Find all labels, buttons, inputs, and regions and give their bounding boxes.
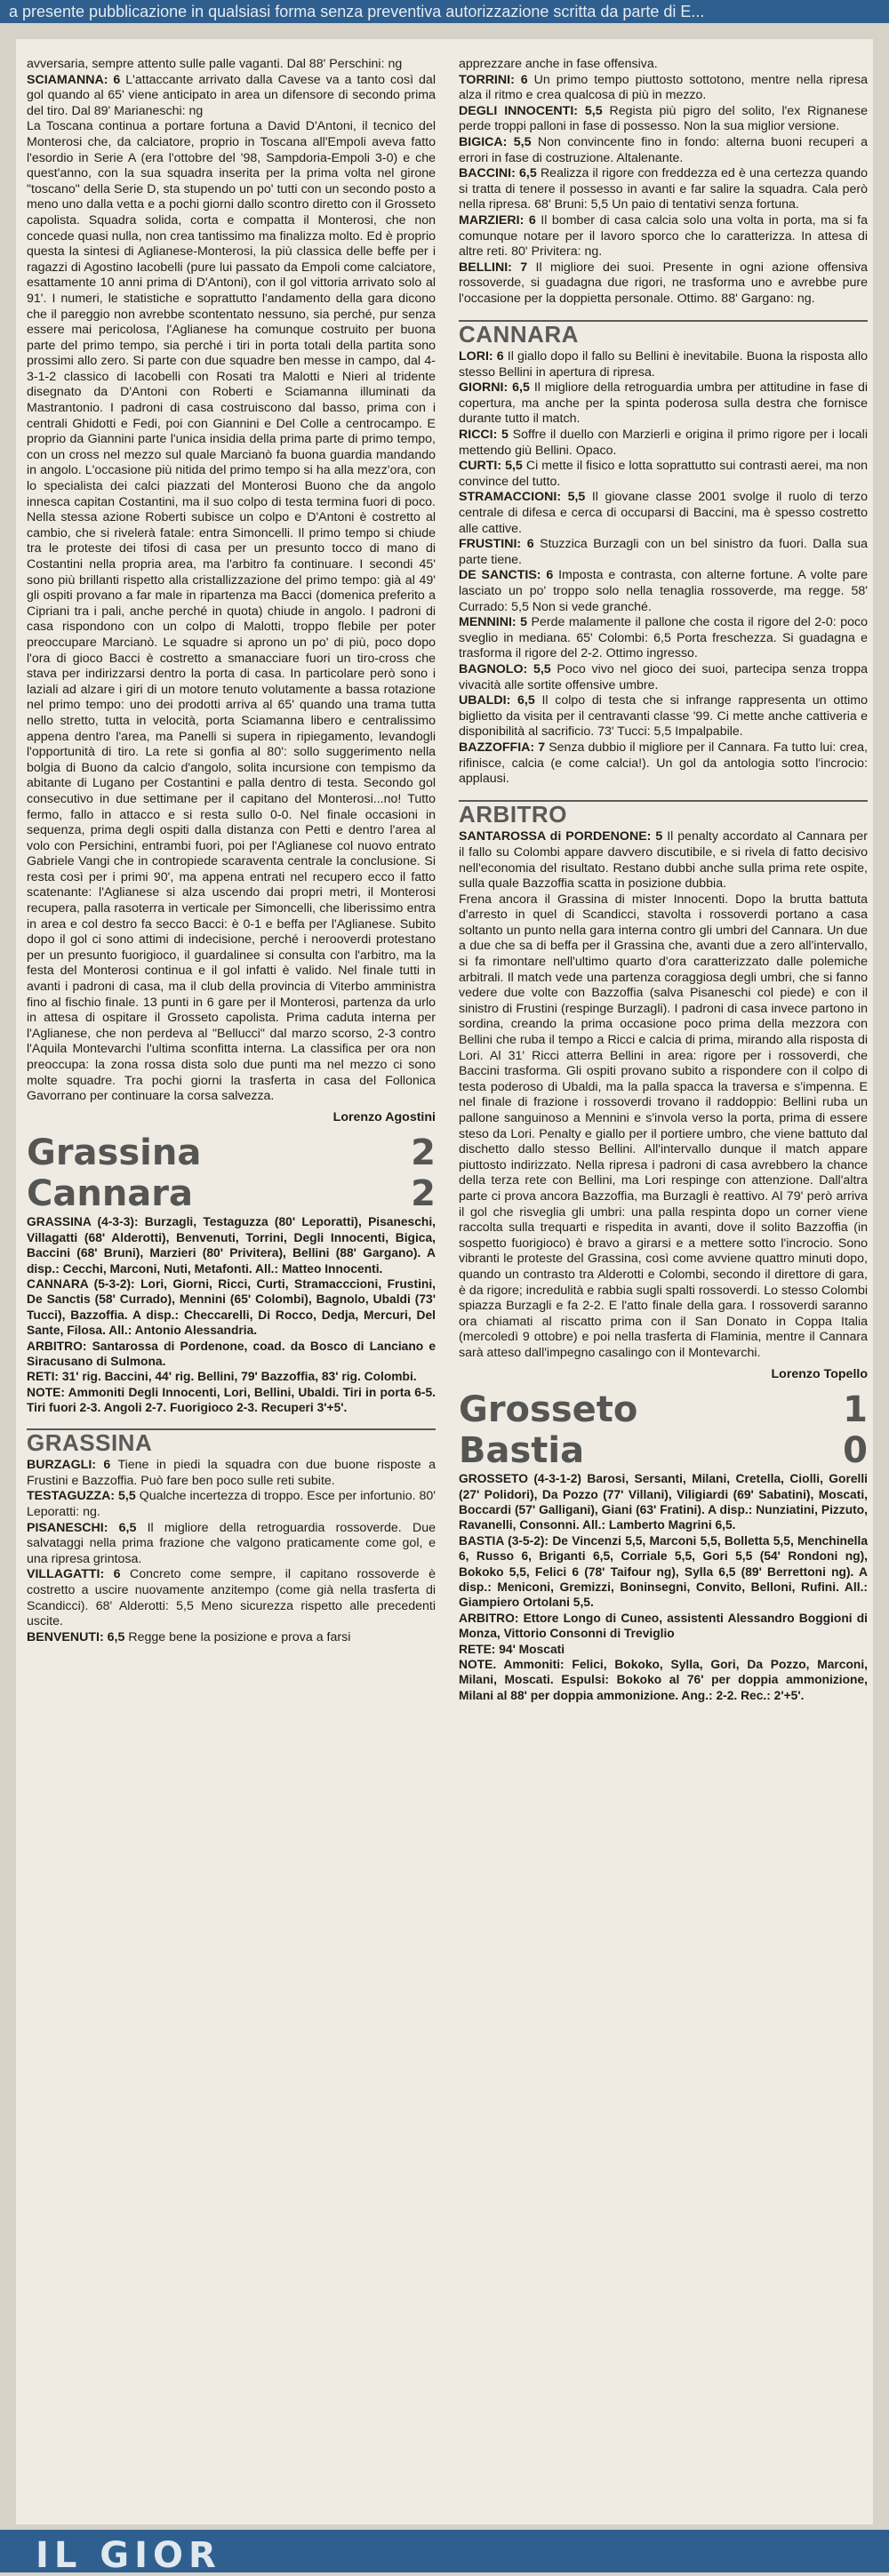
score-line-home [27,1132,436,1173]
player-comment: Senza dubbio il migliore per il Cannara. Fa tutto lui: crea, rifinisce, calcia (e come calcia!). Un gol da antologia sotto l'incrocio: applausi. [459,740,868,787]
player-name: MENNINI: 5 [459,615,528,630]
player-name: BENVENUTI: 6,5 [27,1629,125,1644]
player-comment: Perde malamente il pallone che costa il rigore del 2-0: poco sveglio in mediana. 65' Colombi: 6,5 Porta freschezza. Si guadagna e trasforma il rigore del 2-2. Ottimo ingresso. [459,615,868,661]
goals-line: RETI: 31' rig. Baccini, 44' rig. Bellini, 79' Bazzoffia, 83' rig. Colombi. [27,1370,417,1384]
score-home: 2 [411,1132,436,1174]
lineup-away: CANNARA (5-3-2): Lori, Giorni, Ricci, Curti, Stramacccioni, Frustini, De Sanctis (58' Currado), Mennini (65' Colombi), Bagnolo, Ubaldi (73' Tucci), Bazzoffia. A disp.: Checcarelli, Di Rocco, Dedja, Mercuri, Del Sante, Filosa. All.: Antonio Alessandria. [27,1277,436,1338]
team-home: Grassina [27,1132,202,1174]
player-comment: Il colpo di testa che si infrange rappresenta un ottimo biglietto da visita per il centravanti classe '99. Ci mette anche cattiveria e disponibilità al sacrificio. 73' Tucci: 5,5 Impalpabile. [459,693,868,740]
player-name: BURZAGLI: 6 [27,1458,111,1473]
score-away: 0 [843,1430,868,1472]
score-line-away [459,1430,868,1471]
right-p0: apprezzare anche in fase offensiva. [459,57,658,71]
player-comment: Ci mette il fisico e lotta soprattutto sui contrasti aerei, ma non convince del tutto. [459,459,868,489]
player-name: DE SANCTIS: 6 [459,568,554,583]
author-2: Lorenzo Topello [771,1366,868,1381]
right-column [459,57,868,1703]
lineup-home: GROSSETO (4-3-1-2) Barosi, Sersanti, Milani, Cretella, Ciolli, Gorelli (27' Polidori), Da Pozzo (77' Villani), Viligiardi (69' Sabatini), Moscati, Boccardi (57' Galligani), Giani (63' Fratini). A disp.: Nunziatini, Pizzuto, Ravanelli, Consonni. All.: Lamberto Magrini 6,5. [459,1472,868,1532]
score-away: 2 [411,1173,436,1215]
player-name: STRAMACCIONI: 5,5 [459,490,586,505]
lineup-home: GRASSINA (4-3-3): Burzagli, Testaguzza (80' Leporatti), Pisaneschi, Villagatti (68' Alderotti), Benvenuti, Torrini, Degli Innocenti, Bigica, Baccini (68' Bruni), Marzieri (80' Privitera), Bellini (88' Gargano). A disp.: Cecchi, Marconi, Nuti, Metafonti. All.: Matteo Innocenti. [27,1215,436,1276]
player-comment: Non convincente fino in fondo: alterna buoni recuperi a errori in fase di costruzione. Altalenante. [459,134,868,165]
player-comment: Soffre il duello con Marzierli e origina il primo rigore per i locali mettendo giù Bellini. Opaco. [459,428,868,458]
player-comment: Regista più pigro del solito, l'ex Rignanese perde troppi palloni in fase di possesso. Non la sua miglior versione. [459,103,868,134]
player-name: BAZZOFFIA: 7 [459,740,546,755]
referee-line: ARBITRO: Ettore Longo di Cuneo, assistenti Alessandro Boggioni di Monza, Vittorio Consonni di Treviglio [459,1611,868,1641]
referee-comment: Il penalty accordato al Cannara per il fallo su Colombi appare davvero discutibile, e si rivela di fatto decisivo nell'economia del risultato. Restano dubbi anche sulla prima rete ospite, sulla quale Bazzoffia scatta in posizione dubbia. [459,829,869,892]
player-name: CURTI: 5,5 [459,459,523,474]
player-name: BIGICA: 5,5 [459,134,532,149]
section-arbitro: ARBITRO [459,800,868,823]
player-comment: Concreto come sempre, il capitano rossoverde è costretto a uscire nuovamente anzitempo (come già nella trasferta di Scandicci). 68' Alderotti: 5,5 Meno sicurezza rispetto alle precedenti uscite. [27,1567,436,1629]
footer-bar [0,2530,889,2576]
team-away: Bastia [459,1430,585,1472]
notes-line: NOTE. Ammoniti: Felici, Bokoko, Sylla, Gori, Da Pozzo, Marconi, Milani, Moscati. Espulsi: Bokoko al 76' per doppia ammonizione, Milani al 88' per doppia ammonizione. Ang.: 2-2. Rec.: 2'+5'. [459,1657,868,1702]
player-name: LORI: 6 [459,349,504,364]
left-column [27,57,436,1645]
player-name: PISANESCHI: 6,5 [27,1520,137,1535]
player-name: SCIAMANNA: 6 [27,72,121,87]
player-comment: Il giallo dopo il fallo su Bellini è inevitabile. Buona la risposta allo stesso Bellini in apertura di ripresa. [459,349,868,380]
left-p1: avversaria, sempre attento sulle palle vaganti. Dal 88' Perschini: ng [27,57,403,71]
player-comment: Il migliore dei suoi. Presente in ogni azione offensiva rossoverde, si guadagna due rigori, ne trasforma uno e avrebbe pure l'occasione per la doppietta personale. Ottimo. 88' Gargano: ng. [459,260,868,306]
score-line-away [27,1173,436,1214]
newspaper-page [16,39,873,2524]
match-report-2: Frena ancora il Grassina di mister Innocenti. Dopo la brutta battuta d'arresto in quel di Scandicci, stavolta i rossoverdi portano a casa soltanto un punto nella gara interna contro gli umbri del Cannara. Un due a due che sa di beffa per il Grassina che, avanti due a zero all'intervallo, si fa rimontare nell'ultimo quarto d'ora caratterizzato dalle polemiche arbitrali. Il match vede una partenza coraggiosa degli umbri, che si fanno vedere due volte con Bazzoffia (salva Pisaneschi col piede) e con il sinistro di Frustini (respinge Burzagli). I padroni di casa invece partono in sordina, creando la prima occasione poco prima della mezzora con Bellini che ruba il tempo a Ricci e calcia di prima, mirando alla risposta di Lori. Al 31' Ricci atterra Bellini in area: rigore per i rossoverdi, che Baccini trasforma. Gli ospiti provano subito a rispondere con il colpo di testa poderoso di Ubaldi, ma la palla spacca la traversa e s'impenna. E nel finale di frazione i rossoverdi trovano il raddoppio: Bellini ruba un pallone sanguinoso a Mennini e s'invola verso la porta, prima di essere steso da Lori. Penalty e giallo per il portiere umbro, che viene battuto dal dischetto dallo stesso Bellini. All'intervallo dunque il match appare piuttosto indirizzato. Nella ripresa i padroni di casa avrebbero la chance della terza rete con Bellini, ma Lori respinge con attenzione. Dall'altra parte ci prova ancora Bazzoffia, ma Burzagli è reattivo. Al 79' però arriva il gol che risveglia gli umbri: una palla respinta dopo un corner viene raccolta sulla trequarti e rispedita in avanti, dove il solito Bazzoffia (in sospetto fuorigioco) è bravo a girarsi e a mettere sotto l'incrocio. Sono vibranti le proteste del Grassina, così come avviene quattro minuti dopo, quando un contrasto tra Alderotti e Colombi, secondo il direttore di gara, è da rigore; incredulità e rabbia sugli spalti rossoverdi. Lo stesso Colombi spiazza Burzagli e fa 2-2. E l'atto finale della gara. I rossoverdi saranno ora chiamati al riscatto prima con il San Donato in Coppa Italia (mercoledì 9 ottobre) e poi nella trasferta di Flaminia, mentre il Cannara sarà atteso dall'impegno casalingo con il Montevarchi. [459,892,868,1360]
player-name: BAGNOLO: 5,5 [459,661,551,676]
player-comment: Stuzzica Burzagli con un bel sinistro da fuori. Dalla sua parte tiene. [459,537,868,567]
player-comment: Tiene in piedi la squadra con due buone risposte a Frustini e Bazzoffia. Può fare ben poco sulle reti subite. [27,1458,436,1488]
player-comment: Qualche incertezza di troppo. Esce per infortunio. 80' Leporatti: ng. [27,1489,436,1520]
score-home: 1 [843,1389,868,1431]
footer-masthead: IL GIOR [36,2535,221,2576]
lineup-away: BASTIA (3-5-2): De Vincenzi 5,5, Marconi 5,5, Bolletta 5,5, Menchinella 6, Russo 6, Briganti 6,5, Corriale 5,5, Gori 5,5 (54' Rondoni ng), Bokoko 5,5, Felici 6 (78' Taifour ng), Sylla 6,5 (89' Berrettoni ng). A disp.: Meniconi, Gremizzi, Boninsegni, Convito, Belloni, Rufini. All.: Giampiero Ortolani 5,5. [459,1533,868,1610]
referee-line: ARBITRO: Santarossa di Pordenone, coad. da Bosco di Lanciano e Siracusano di Sulmona. [27,1339,436,1369]
section-cannara: CANNARA [459,320,868,343]
player-comment: Il migliore della retroguardia umbra per attitudine in fase di copertura, ma anche per la spinta poderosa sulla destra che fornisce durante tutto il match. [459,380,868,427]
player-comment: Un primo tempo piuttosto sottotono, mentre nella ripresa alza il ritmo e crea qualcosa di più in mezzo. [459,72,869,103]
player-name: BACCINI: 6,5 [459,166,537,181]
match-report-1: La Toscana continua a portare fortuna a David D'Antoni, il tecnico del Monterosi che, da calciatore, proprio in Toscana all'Empoli aveva fatto l'esordio in Serie A (era l'ottobre del '98, Sampdoria-Empoli 3-0) e che quest'anno, con la sua squadra inserita per la prima volta nel girone "toscano" della Serie D, sta stupendo un po' tutti con un secondo posto a meno uno dalla vetta e a pochi giorni dallo scontro diretto con il Grosseto capolista. Squadra solida, corta e compatta il Monterosi, che non concede quasi nulla, non crea tantissimo ma finalizza molto. Ed è proprio questa la sintesi di Aglianese-Monterosi, la più classica delle beffe per i ragazzi di Agostino Iacobelli (pure lui passato da Empoli come calciatore, esattamente 10 anni prima di D'Antoni), con il gol vittoria arrivato solo al 91'. I numeri, le statistiche e soprattutto l'andamento della gara dicono che il pareggio non avrebbe scontentato nessuno, sia perché, pur senza essere mai pericolosa, l'Aglianese ha comunque costruito per buona parte del primo tempo, sia perché i tiri in porta totali della partita sono prossimi allo zero. Si parte con due squadre ben messe in campo, dal 4-3-1-2 classico di Iacobelli con Rosati tra Malotti e Nieri al tridente disegnato da D'Antoni con Roberti e Sciamanna illuminati da Mastrantonio. I padroni di casa costruiscono dal basso, prima con i centrali Ghidotti e Fedi, poi con Giannini e Del Colle a centrocampo. E proprio da Giannini parte l'unica insidia della prima parte di primo tempo, con un cross nel mezzo sul quale Marcianò fa buona guardia mandando in angolo. L'occasione più nitida del primo tempo si ha alla mezz'ora, con lo specialista dei calci piazzati del Monterosi Buono che da angolo innesca capitan Costantini, ma il suo colpo di testa termina fuori di poco. Nella stessa azione Roberti subisce un colpo e D'Antoni è costretto al cambio, che si rivelerà fatale: entra Simoncelli. Il primo tempo si chiude tra le proteste dei tifosi di casa per un presunto tocco di mano di Costantini nella propria area, ma l'arbitro fa continuare. I secondi 45' sono più brillanti rispetto alla cristallizzazione del primo tempo: già al 49' gli ospiti provano a far male in ripartenza ma Bacci (domenica preferito a Cipriani tra i pali, anche perché in quota) chiude in angolo. I padroni di casa rispondono con un colpo di Malotti, troppo flebile per poter preoccupare Marcianò. Le squadre si aprono un po' di più, poco dopo l'ora di gioco Bacci è costretto a smanacciare fuori un tiro-cross che stava per indirizzarsi dentro la porta di casa. In particolare però sono i laziali ad alzare i giri di un motore tenuto volutamente a bassa rotazione nel primo tempo: uno dei prodotti arriva al 65' quando una trama tutta nello stretto, tutta in velocità, porta Sciamanna libero e centralissimo appena dentro l'area, ma Panelli si supera in ripiegamento, levandogli l'opportunità di tiro. La rete si gonfia al 80': sollo suggerimento nella bolgia di Buono da calcio d'angolo, solita incursione con tempismo da abitante di Lugano per Costantini e palla dentro di testa. Secondo gol consecutivo in due settimane per il capitano del Monterosi...no! Tutto fermo, fallo in attacco e si resta sullo 0-0. Nel finale occasioni in sequenza, prima degli ospiti dalla distanza con Petti e dentro l'area al volo con Persichini, entrambi fuori, poi per l'Aglianese col nuovo entrato Gabriele Vangi che in contropiede scaraventa centrale la conclusione. Si resta così per i primi 90', ma appena entrati nel recupero ecco il fatto scatenante: l'Aglianese si alza uscendo dai propri metri, il Monterosi recupera, palla rasoterra in verticale per Simoncelli, che liberissimo entra in area e col destro fa secco Bacci: è 0-1 e beffa per l'Aglianese. Subito dopo il gol ci sono attimi di indecisione, perché i nerooverdi protestano per un presunto fuorigioco, il guardalinee si consulta con l'arbitro, ma la festa del Monterosi continua e il gol infatti è valido. Nel finale tutti in avanti i padroni di casa, ma il club della provincia di Viterbo amministra fino al fischio finale. 13 punti in 6 gare per il Monterosi, partenza da urlo in attesa di ospitare il Grosseto capolista. Prima caduta interna per l'Aglianese, che non perdeva al "Bellucci" dal marzo scorso, 2-3 contro l'Aquila Montevarchi l'ultima sconfitta interna. La classifica per ora non preoccupa: la zona rossa dista solo due punti ma nel mezzo ci sono molte squadre. Tra pochi giorni la trasferta in casa del Follonica Gavorrano per continuare la corsa salvezza. [27,119,436,1104]
team-home: Grosseto [459,1389,638,1431]
player-comment: Il migliore della retroguardia rossoverde. Due salvataggi nella prima frazione che valgono praticamente come gol, e una ripresa grintosa. [27,1520,436,1566]
player-name: DEGLI INNOCENTI: 5,5 [459,103,603,118]
author-1: Lorenzo Agostini [332,1109,436,1124]
player-comment: Poco vivo nel gioco dei suoi, partecipa senza troppa vivacità alle sortite offensive umbre. [459,661,868,692]
player-comment: Regge bene la posizione e prova a farsi [128,1629,351,1644]
player-name: UBALDI: 6,5 [459,693,535,708]
player-name: BELLINI: 7 [459,260,528,275]
player-comment: Il giovane classe 2001 svolge il ruolo di terzo centrale di difesa e cerca di occuparsi di Baccini, ma è spesso costretto alle cattive. [459,490,868,536]
player-comment: Realizza il rigore con freddezza ed è una certezza quando si tratta di tenere il possesso in avanti e far salire la squadra. Cala però nella ripresa. 68' Bruni: 5,5 Un paio di tentativi senza fortuna. [459,166,868,212]
player-comment: Il bomber di casa calcia solo una volta in porta, ma si fa comunque notare per il lavoro sporco che lo caratterizza. In attesa di altre reti. 80' Privitera: ng. [459,212,869,260]
player-comment: Imposta e contrasta, con alterne fortune. A volte pare lasciato un po' troppo solo nella tenaglia rossoverde, ma regge. 58' Currado: 5,5 Non si vede granché. [459,568,868,614]
player-name: VILLAGATTI: 6 [27,1567,121,1582]
player-name: TESTAGUZZA: 5,5 [27,1489,136,1504]
goals-line: RETE: 94' Moscati [459,1642,565,1656]
player-name: RICCI: 5 [459,428,509,443]
score-line-home [459,1389,868,1430]
notes-line: NOTE: Ammoniti Degli Innocenti, Lori, Bellini, Ubaldi. Tiri in porta 6-5. Tiri fuori 2-3. Angoli 2-7. Fuorigioco 2-3. Recuperi 3'+5'. [27,1385,436,1415]
referee-name: SANTAROSSA di PORDENONE: 5 [459,829,663,844]
player-name: FRUSTINI: 6 [459,537,534,552]
team-away: Cannara [27,1173,194,1215]
player-name: MARZIERI: 6 [459,212,536,228]
section-grassina: GRASSINA [27,1428,436,1452]
player-comment: L'attaccante arrivato dalla Cavese va a tanto così dal gol quando al 65' viene anticipato in area un difensore di secondo prima del tiro. Dal 89' Marianeschi: ng [27,72,436,118]
player-name: GIORNI: 6,5 [459,380,530,396]
player-name: TORRINI: 6 [459,72,528,87]
header-notice: a presente pubblicazione in qualsiasi forma senza preventiva autorizzazione scritta da parte di E... [0,0,889,23]
